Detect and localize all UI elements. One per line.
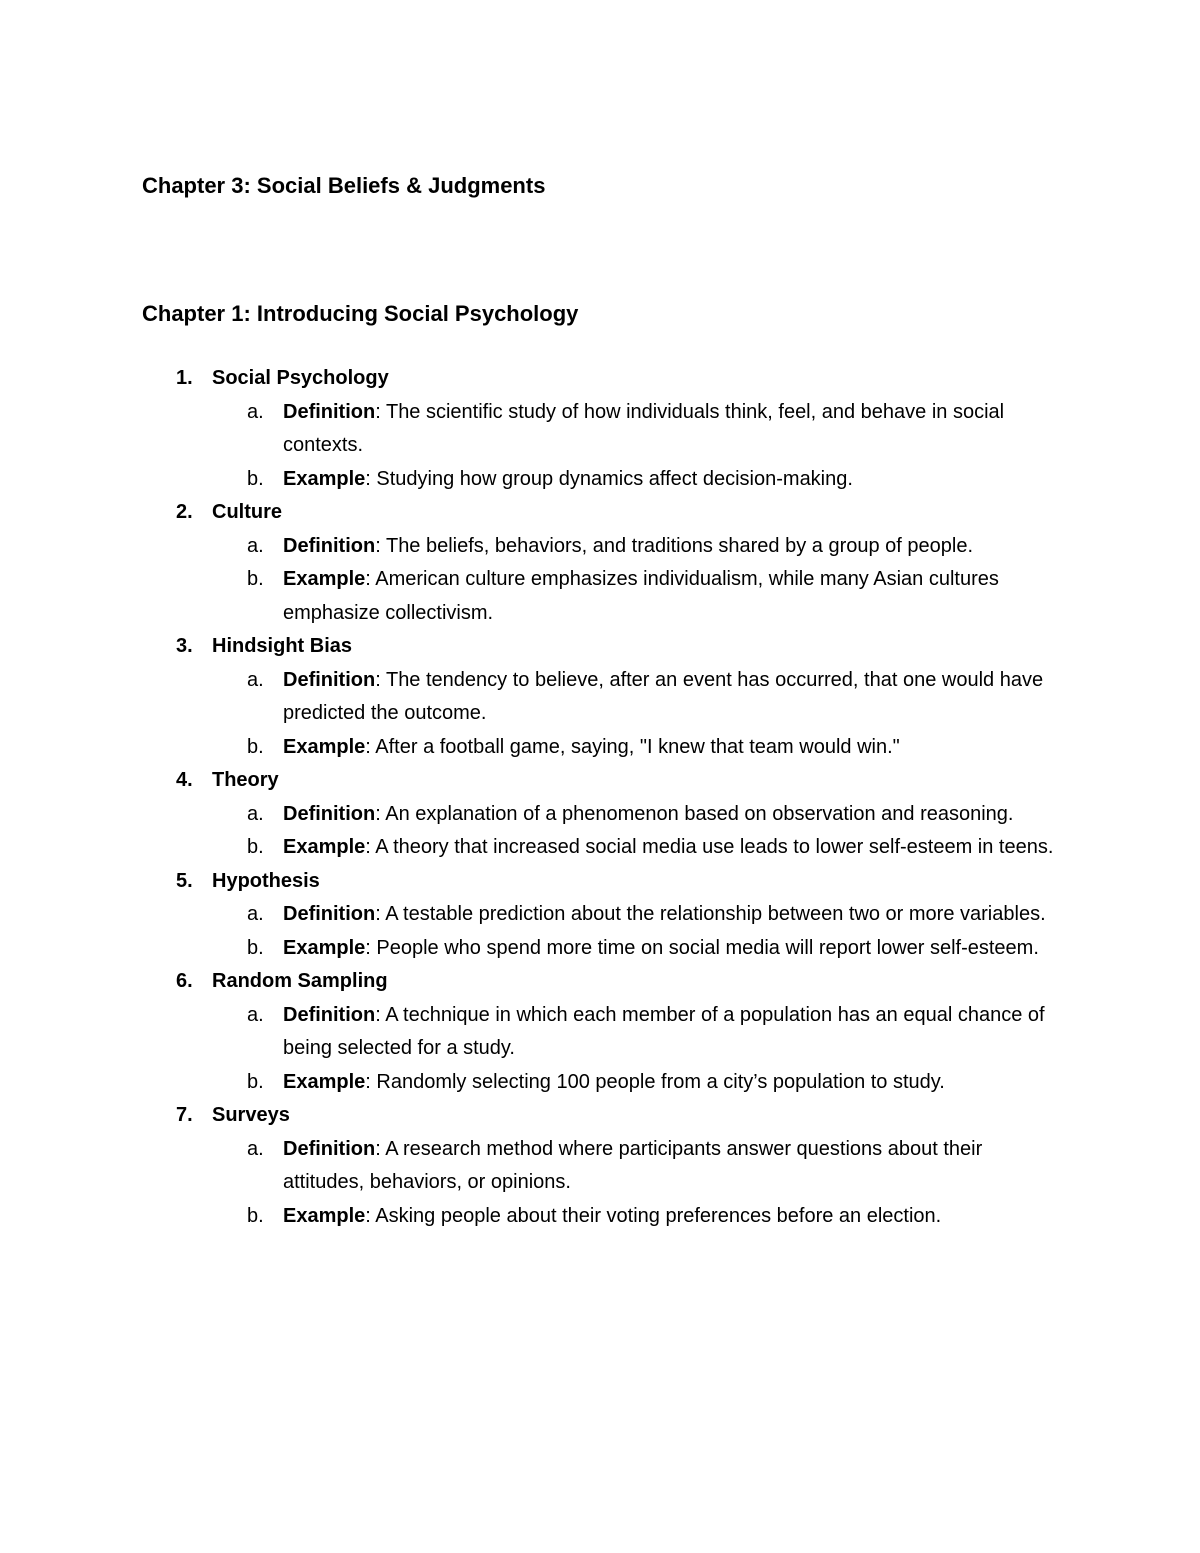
term-heading [0, 362, 1200, 396]
definition-label: Definition [283, 400, 376, 423]
list-marker: b. [247, 836, 264, 858]
definition-label: Definition [283, 534, 376, 557]
list-marker: b. [247, 568, 264, 590]
list-marker: a. [247, 903, 264, 925]
section-title: Chapter 1: Introducing Social Psychology [142, 301, 579, 326]
definition-label: Definition [283, 802, 376, 825]
term-title: Social Psychology [212, 367, 389, 389]
definition-text: : A research method where participants answer questions about their attitudes, behaviors, or opinions. [283, 1137, 983, 1193]
list-marker: a. [247, 400, 264, 423]
term-details [0, 664, 1200, 765]
example-item [0, 1200, 1063, 1234]
example-text: : Studying how group dynamics affect decision-making. [365, 467, 853, 490]
term-number: 1. [176, 367, 193, 389]
term-number: 3. [176, 635, 193, 657]
term-title: Hindsight Bias [212, 635, 353, 657]
example-text: : People who spend more time on social media will report lower self-esteem. [365, 936, 1039, 959]
example-text: : American culture emphasizes individualism, while many Asian cultures emphasize collectivism. [283, 568, 999, 624]
example-label: Example [283, 836, 366, 858]
example-text: : Randomly selecting 100 people from a city’s population to study. [365, 1070, 945, 1093]
example-text: : A theory that increased social media use leads to lower self-esteem in teens. [365, 836, 1054, 858]
list-marker: b. [247, 936, 264, 959]
term-details [0, 898, 1200, 965]
example-item [0, 932, 1063, 966]
term-item [0, 362, 1200, 496]
term-title: Surveys [212, 1104, 290, 1126]
list-marker: b. [247, 1070, 264, 1093]
example-label: Example [283, 467, 366, 490]
definition-label: Definition [283, 668, 376, 691]
definition-item [0, 898, 1063, 932]
definition-text: : The tendency to believe, after an event has occurred, that one would have predicted the outcome. [283, 668, 1044, 724]
definition-item [0, 1133, 1063, 1200]
definition-item [0, 530, 1063, 564]
example-text: : Asking people about their voting preferences before an election. [365, 1204, 942, 1227]
terms-list [0, 362, 1200, 1233]
example-label: Example [283, 936, 366, 959]
term-heading [0, 965, 1200, 999]
term-heading [0, 1099, 1200, 1133]
definition-text: : An explanation of a phenomenon based on observation and reasoning. [375, 802, 1014, 825]
definition-text: : A testable prediction about the relationship between two or more variables. [375, 903, 1046, 925]
term-number: 7. [176, 1104, 193, 1126]
term-item [0, 865, 1200, 966]
term-details [0, 1133, 1200, 1234]
term-details [0, 530, 1200, 631]
example-label: Example [283, 568, 366, 590]
example-label: Example [283, 1204, 366, 1227]
term-number: 6. [176, 970, 193, 992]
definition-text: : A technique in which each member of a population has an equal chance of being selected for a study. [283, 1003, 1045, 1059]
list-marker: a. [247, 668, 264, 691]
term-title: Culture [212, 501, 282, 523]
example-item [0, 463, 1063, 497]
term-details [0, 798, 1200, 865]
term-heading [0, 764, 1200, 798]
term-item [0, 630, 1200, 764]
definition-text: : The beliefs, behaviors, and traditions shared by a group of people. [375, 534, 974, 557]
example-label: Example [283, 1070, 366, 1093]
example-item [0, 731, 1063, 765]
term-title: Hypothesis [212, 869, 320, 892]
term-number: 4. [176, 769, 193, 791]
term-heading [0, 496, 1200, 530]
example-item [0, 563, 1063, 630]
definition-item [0, 798, 1063, 832]
term-details [0, 999, 1200, 1100]
term-number: 2. [176, 501, 193, 523]
example-text: : After a football game, saying, "I knew that team would win." [365, 735, 900, 758]
term-title: Random Sampling [212, 970, 388, 992]
term-details [0, 396, 1200, 497]
definition-label: Definition [283, 1137, 376, 1160]
term-number: 5. [176, 869, 193, 892]
term-item [0, 496, 1200, 630]
definition-item [0, 664, 1063, 731]
list-marker: a. [247, 534, 264, 557]
list-marker: a. [247, 1137, 264, 1160]
example-item [0, 1066, 1063, 1100]
example-item [0, 831, 1063, 865]
document-title: Chapter 3: Social Beliefs & Judgments [142, 173, 546, 198]
term-title: Theory [212, 769, 279, 791]
list-marker: a. [247, 1003, 264, 1026]
list-marker: b. [247, 1204, 264, 1227]
term-item [0, 1099, 1200, 1233]
definition-label: Definition [283, 903, 376, 925]
example-label: Example [283, 735, 366, 758]
term-heading [0, 630, 1200, 664]
term-heading [0, 865, 1200, 899]
term-item [0, 965, 1200, 1099]
list-marker: b. [247, 735, 264, 758]
definition-label: Definition [283, 1003, 376, 1026]
definition-text: : The scientific study of how individuals think, feel, and behave in social contexts. [283, 400, 1005, 456]
term-item [0, 764, 1200, 865]
list-marker: a. [247, 802, 264, 825]
definition-item [0, 999, 1063, 1066]
list-marker: b. [247, 467, 264, 490]
definition-item [0, 396, 1063, 463]
